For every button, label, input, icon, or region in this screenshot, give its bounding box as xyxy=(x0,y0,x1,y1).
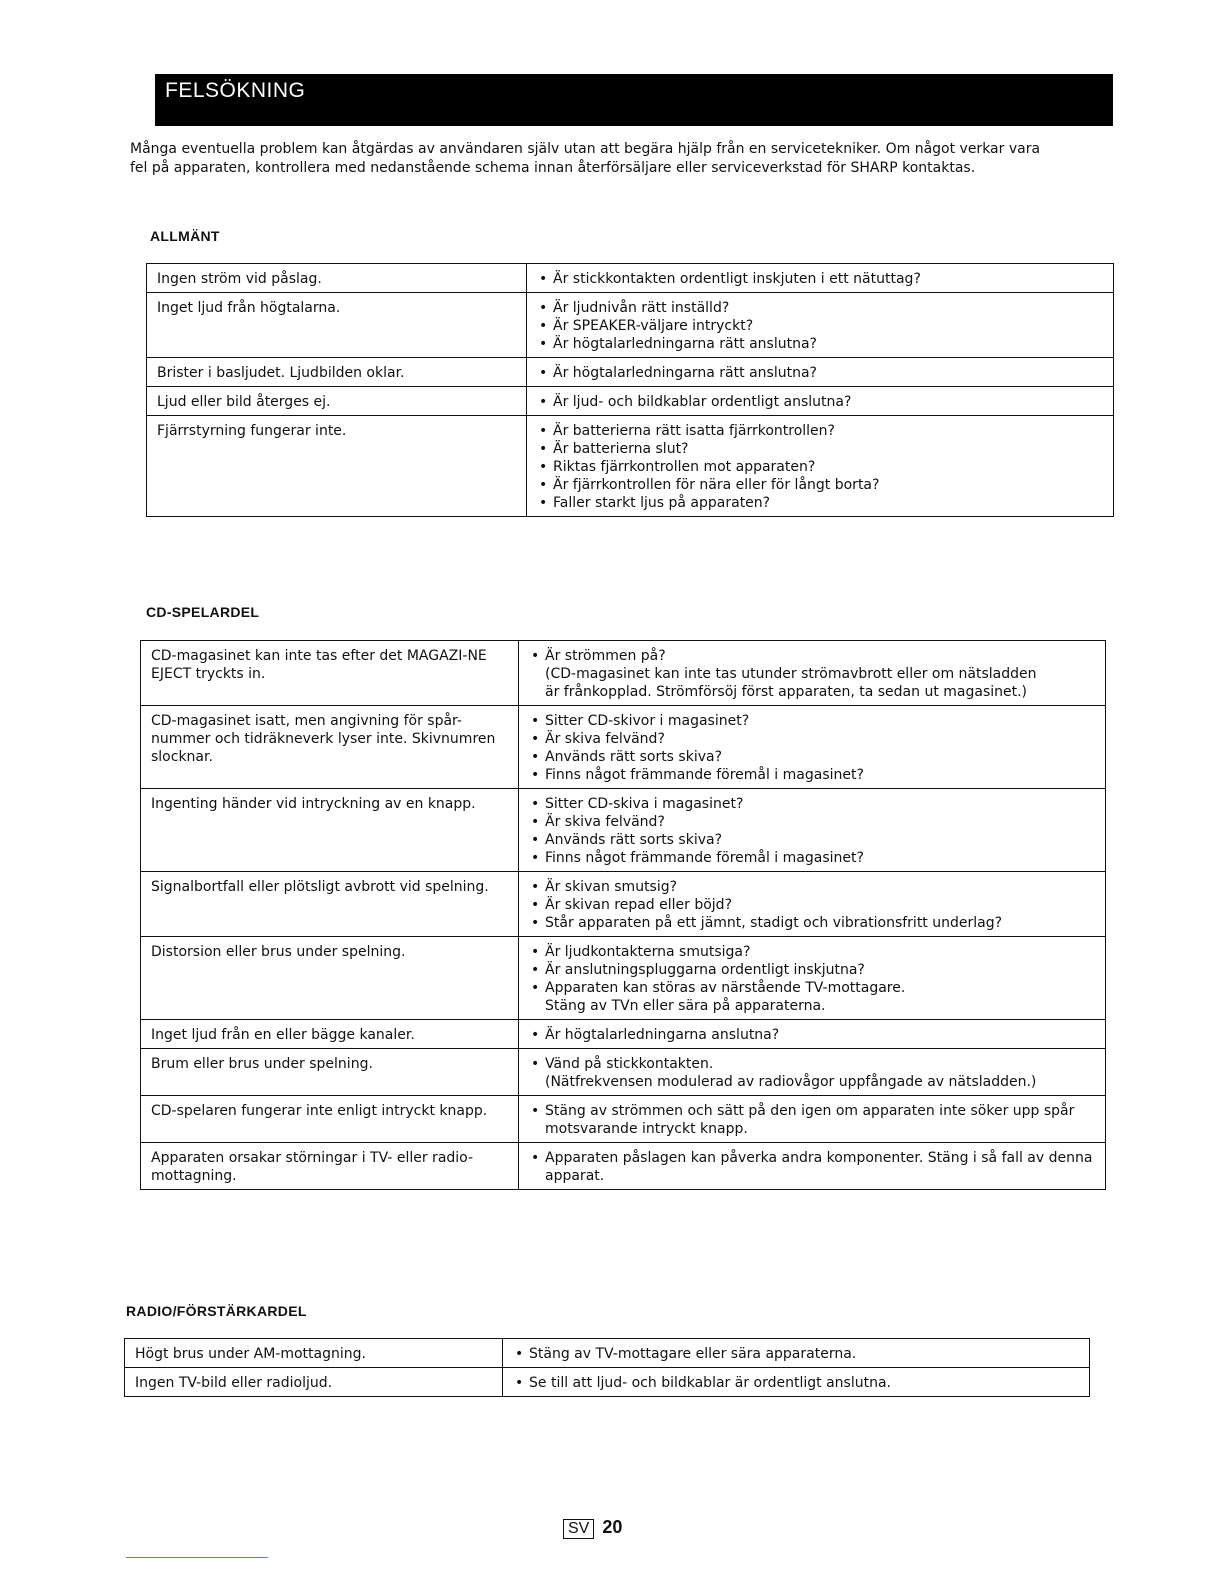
problem-cell: Inget ljud från en eller bägge kanaler. xyxy=(141,1020,519,1049)
table-row xyxy=(141,1020,1106,1049)
bottom-rule xyxy=(126,1557,268,1558)
problem-cell: Inget ljud från högtalarna. xyxy=(147,293,527,358)
table-row xyxy=(141,789,1106,872)
check-cell xyxy=(519,789,1106,872)
check-cell xyxy=(519,1143,1106,1190)
table-row xyxy=(141,706,1106,789)
intro-paragraph: Många eventuella problem kan åtgärdas av användaren själv utan att begära hjälp från en servicetekniker. Om något verkar vara fel på apparaten, kontrollera med nedanstående schema innan återförsäljare eller serviceverkstad för SHARP kontaktas. xyxy=(130,141,1041,176)
check-cell xyxy=(527,416,1114,517)
check-item: • Är ljudnivån rätt inställd? xyxy=(537,299,1105,317)
table-row xyxy=(141,1143,1106,1190)
check-list xyxy=(537,422,1105,512)
check-item: • Se till att ljud- och bildkablar är ordentligt anslutna. xyxy=(513,1374,1081,1392)
check-item: • Är skiva felvänd? xyxy=(529,813,1097,831)
check-list xyxy=(537,270,1105,288)
check-cell xyxy=(527,264,1114,293)
check-item: • Finns något främmande föremål i magasinet? xyxy=(529,849,1097,867)
problem-cell: Ljud eller bild återges ej. xyxy=(147,387,527,416)
problem-cell: Brum eller brus under spelning. xyxy=(141,1049,519,1096)
check-list xyxy=(529,1102,1097,1138)
table-row xyxy=(141,1049,1106,1096)
check-list xyxy=(537,364,1105,382)
table-row xyxy=(125,1339,1090,1368)
check-item: • Stäng av TV-mottagare eller sära apparaterna. xyxy=(513,1345,1081,1363)
check-list xyxy=(513,1374,1081,1392)
check-item: • Är skiva felvänd? xyxy=(529,730,1097,748)
table-row xyxy=(141,872,1106,937)
problem-cell: Distorsion eller brus under spelning. xyxy=(141,937,519,1020)
problem-cell: Ingen ström vid påslag. xyxy=(147,264,527,293)
troubleshooting-table-radio-forstarkardel xyxy=(124,1338,1090,1397)
page-title: FELSÖKNING xyxy=(165,79,306,102)
check-list xyxy=(529,795,1097,867)
troubleshooting-table-cd-spelardel xyxy=(140,640,1106,1190)
section-heading-allmant: ALLMÄNT xyxy=(150,228,220,244)
troubleshooting-table-allmant xyxy=(146,263,1114,517)
check-cell xyxy=(519,937,1106,1020)
table-row xyxy=(141,1096,1106,1143)
problem-cell: Fjärrstyrning fungerar inte. xyxy=(147,416,527,517)
problem-cell: CD-magasinet isatt, men angivning för spår-nummer och tidräkneverk lyser inte. Skivnumren slocknar. xyxy=(141,706,519,789)
check-cell xyxy=(519,641,1106,706)
table-row xyxy=(147,293,1114,358)
check-cell xyxy=(519,1020,1106,1049)
check-item: • Apparaten påslagen kan påverka andra komponenter. Stäng i så fall av denna apparat. xyxy=(529,1149,1097,1185)
check-cell xyxy=(519,872,1106,937)
check-list xyxy=(537,393,1105,411)
check-item: • Är SPEAKER-väljare intryckt? xyxy=(537,317,1105,335)
check-item: • Är skivan smutsig? xyxy=(529,878,1097,896)
table-row xyxy=(141,641,1106,706)
check-cell xyxy=(503,1368,1090,1397)
check-item: • Används rätt sorts skiva? xyxy=(529,831,1097,849)
check-item: • Är anslutningspluggarna ordentligt inskjutna? xyxy=(529,961,1097,979)
check-item: • Faller starkt ljus på apparaten? xyxy=(537,494,1105,512)
check-note: (CD-magasinet kan inte tas utunder strömavbrott eller om nätsladden är frånkopplad. Strömförsöj först apparaten, ta sedan ut magasinet.) xyxy=(545,666,1037,700)
check-list xyxy=(529,712,1097,784)
check-note: (Nätfrekvensen modulerad av radiovågor uppfångade av nätsladden.) xyxy=(545,1074,1037,1090)
check-item: • Riktas fjärrkontrollen mot apparaten? xyxy=(537,458,1105,476)
problem-cell: Högt brus under AM-mottagning. xyxy=(125,1339,503,1368)
check-cell xyxy=(519,1049,1106,1096)
check-cell xyxy=(527,358,1114,387)
check-list xyxy=(537,299,1105,353)
check-item: • Sitter CD-skiva i magasinet? xyxy=(529,795,1097,813)
section-heading-radio-forstarkardel: RADIO/FÖRSTÄRKARDEL xyxy=(126,1303,307,1319)
check-list xyxy=(529,1055,1097,1073)
problem-cell: CD-magasinet kan inte tas efter det MAGAZI-NE EJECT tryckts in. xyxy=(141,641,519,706)
check-cell xyxy=(503,1339,1090,1368)
table-row xyxy=(125,1368,1090,1397)
check-item: • Apparaten kan störas av närstående TV-mottagare. xyxy=(529,979,1097,997)
problem-cell: Ingen TV-bild eller radioljud. xyxy=(125,1368,503,1397)
check-list xyxy=(529,647,1097,665)
check-item: • Är fjärrkontrollen för nära eller för långt borta? xyxy=(537,476,1105,494)
check-item: • Är batterierna rätt isatta fjärrkontrollen? xyxy=(537,422,1105,440)
check-item: • Är ljudkontakterna smutsiga? xyxy=(529,943,1097,961)
language-badge: SV xyxy=(563,1519,594,1539)
check-item: • Finns något främmande föremål i magasinet? xyxy=(529,766,1097,784)
check-item: • Är stickkontakten ordentligt inskjuten i ett nätuttag? xyxy=(537,270,1105,288)
check-list xyxy=(529,1026,1097,1044)
check-note: Stäng av TVn eller sära på apparaterna. xyxy=(545,998,826,1014)
check-cell xyxy=(527,387,1114,416)
check-item: • Stäng av strömmen och sätt på den igen om apparaten inte söker upp spår motsvarande intryckt knapp. xyxy=(529,1102,1097,1138)
table-row xyxy=(147,416,1114,517)
check-item: • Står apparaten på ett jämnt, stadigt och vibrationsfritt underlag? xyxy=(529,914,1097,932)
check-item: • Är skivan repad eller böjd? xyxy=(529,896,1097,914)
check-item: • Vänd på stickkontakten. xyxy=(529,1055,1097,1073)
problem-cell: CD-spelaren fungerar inte enligt intryckt knapp. xyxy=(141,1096,519,1143)
table-row xyxy=(147,387,1114,416)
problem-cell: Brister i basljudet. Ljudbilden oklar. xyxy=(147,358,527,387)
page-footer xyxy=(563,1517,622,1539)
check-item: • Är ljud- och bildkablar ordentligt anslutna? xyxy=(537,393,1105,411)
check-item: • Är högtalarledningarna rätt anslutna? xyxy=(537,364,1105,382)
check-item: • Är strömmen på? xyxy=(529,647,1097,665)
table-row xyxy=(147,264,1114,293)
check-item: • Används rätt sorts skiva? xyxy=(529,748,1097,766)
check-list xyxy=(513,1345,1081,1363)
check-cell xyxy=(519,1096,1106,1143)
check-item: • Är batterierna slut? xyxy=(537,440,1105,458)
page-number: 20 xyxy=(602,1517,623,1537)
check-cell xyxy=(527,293,1114,358)
table-row xyxy=(141,937,1106,1020)
problem-cell: Ingenting händer vid intryckning av en knapp. xyxy=(141,789,519,872)
table-row xyxy=(147,358,1114,387)
problem-cell: Apparaten orsakar störningar i TV- eller radio-mottagning. xyxy=(141,1143,519,1190)
section-heading-cd-spelardel: CD-SPELARDEL xyxy=(146,604,260,620)
check-list xyxy=(529,1149,1097,1185)
check-cell xyxy=(519,706,1106,789)
check-list xyxy=(529,943,1097,997)
check-item: • Är högtalarledningarna anslutna? xyxy=(529,1026,1097,1044)
check-item: • Sitter CD-skivor i magasinet? xyxy=(529,712,1097,730)
check-list xyxy=(529,878,1097,932)
problem-cell: Signalbortfall eller plötsligt avbrott vid spelning. xyxy=(141,872,519,937)
check-item: • Är högtalarledningarna rätt anslutna? xyxy=(537,335,1105,353)
title-bar xyxy=(155,74,1113,126)
